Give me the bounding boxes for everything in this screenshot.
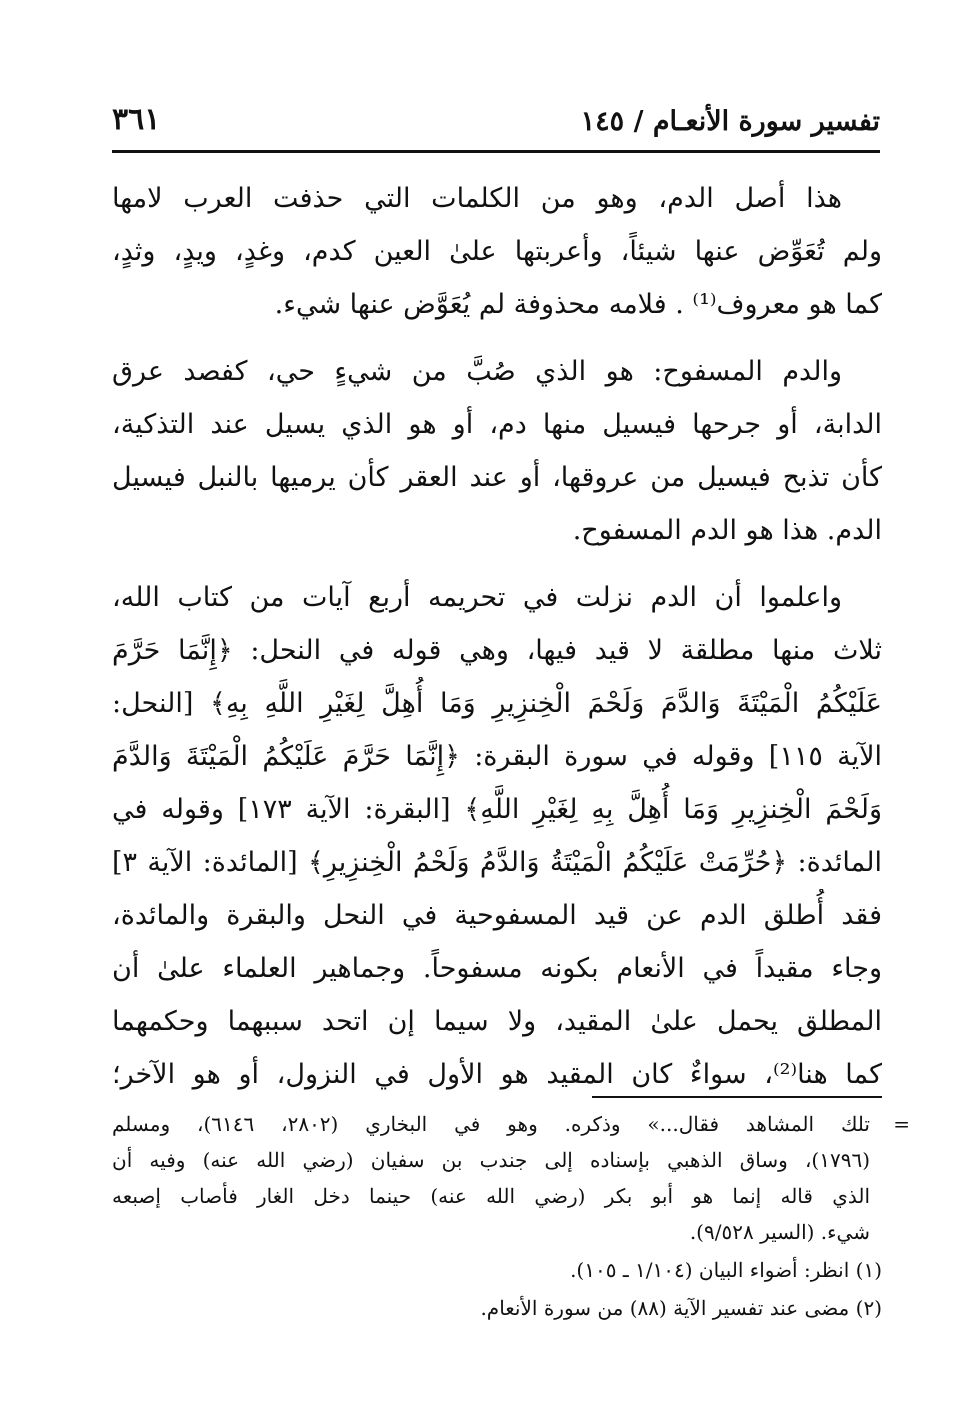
- paragraph-3: [112, 571, 882, 1101]
- paragraph-2: [112, 345, 882, 557]
- text-line: كما هو معروف⁽¹⁾ . فلامه محذوفة لم يُعَوَّض عنها شيء.: [274, 289, 882, 320]
- continuation-mark: =: [893, 1112, 910, 1136]
- text-line: الدم. هذا هو الدم المسفوح.: [572, 515, 882, 546]
- text-line: فقد أُطلق الدم عن قيد المسفوحية في النحل والبقرة والمائدة،: [112, 900, 882, 931]
- footnote-continuation: [112, 1106, 910, 1250]
- page-header: [112, 98, 880, 150]
- footnote-1: (١) انظر: أضواء البيان (١/١٠٤ ـ ١٠٥).: [570, 1258, 882, 1282]
- footnotes: [112, 1106, 910, 1326]
- footnote-line: تلك المشاهد فقال...» وذكره. وهو في البخاري (٢٨٠٢، ٦١٤٦)، ومسلم: [112, 1112, 870, 1136]
- text-line: ولم تُعَوِّض عنها شيئاً، وأعربتها علىٰ العين كدم، وغدٍ، ويدٍ، وثدٍ،: [112, 236, 882, 267]
- text-line: الدابة، أو جرحها فيسيل منها دم، أو هو الذي يسيل عند التذكية،: [112, 409, 882, 440]
- text-line: هذا أصل الدم، وهو من الكلمات التي حذفت العرب لامها: [112, 183, 842, 214]
- body-text: [112, 172, 882, 1101]
- header-rule: [112, 150, 880, 153]
- footnote-line: الذي قاله إنما هو أبو بكر (رضي الله عنه) حينما دخل الغار فأصاب إصبعه: [112, 1184, 870, 1208]
- page-number: ٣٦١: [112, 102, 161, 137]
- text-line: المائدة: ﴿حُرِّمَتْ عَلَيْكُمُ الْمَيْتَةُ وَالدَّمُ وَلَحْمُ الْخِنزِيرِ﴾ [المائدة: الآية ٣]: [112, 847, 882, 878]
- text-line: عَلَيْكُمُ الْمَيْتَةَ وَالدَّمَ وَلَحْمَ الْخِنزِيرِ وَمَا أُهِلَّ لِغَيْرِ اللَّهِ بِهِ﴾ [النحل:: [112, 688, 882, 719]
- text-line: المطلق يحمل علىٰ المقيد، ولا سيما إن اتحد سببهما وحكمهما: [112, 1006, 882, 1037]
- footnote-rule: [592, 1096, 882, 1098]
- running-title: تفسير سورة الأنعـام / ١٤٥: [580, 106, 880, 137]
- footnote-line: شيء. (السير ٩/٥٢٨).: [689, 1220, 870, 1244]
- text-line: وجاء مقيداً في الأنعام بكونه مسفوحاً. وجماهير العلماء علىٰ أن: [112, 953, 882, 984]
- text-line: كما هنا⁽²⁾، سواءٌ كان المقيد هو الأول في النزول، أو هو الآخر؛: [112, 1059, 882, 1090]
- text-line: واعلموا أن الدم نزلت في تحريمه أربع آيات من كتاب الله،: [112, 582, 842, 613]
- text-line: ثلاث منها مطلقة لا قيد فيها، وهي قوله في النحل: ﴿إِنَّمَا حَرَّمَ: [112, 635, 882, 666]
- text-line: كأن تذبح فيسيل من عروقها، أو عند العقر كأن يرميها بالنبل فيسيل: [112, 462, 882, 493]
- footnote-line: (١٧٩٦)، وساق الذهبي بإسناده إلى جندب بن سفيان (رضي الله عنه) وفيه أن: [112, 1148, 870, 1172]
- paragraph-1: [112, 172, 882, 331]
- footnote-2: (٢) مضى عند تفسير الآية (٨٨) من سورة الأنعام.: [480, 1296, 882, 1320]
- text-line: والدم المسفوح: هو الذي صُبَّ من شيءٍ حي، كفصد عرق: [112, 356, 842, 387]
- text-line: وَلَحْمَ الْخِنزِيرِ وَمَا أُهِلَّ بِهِ لِغَيْرِ اللَّهِ﴾ [البقرة: الآية ١٧٣] وقوله في: [112, 794, 882, 825]
- text-line: الآية ١١٥] وقوله في سورة البقرة: ﴿إِنَّمَا حَرَّمَ عَلَيْكُمُ الْمَيْتَةَ وَالدَّمَ: [112, 741, 882, 772]
